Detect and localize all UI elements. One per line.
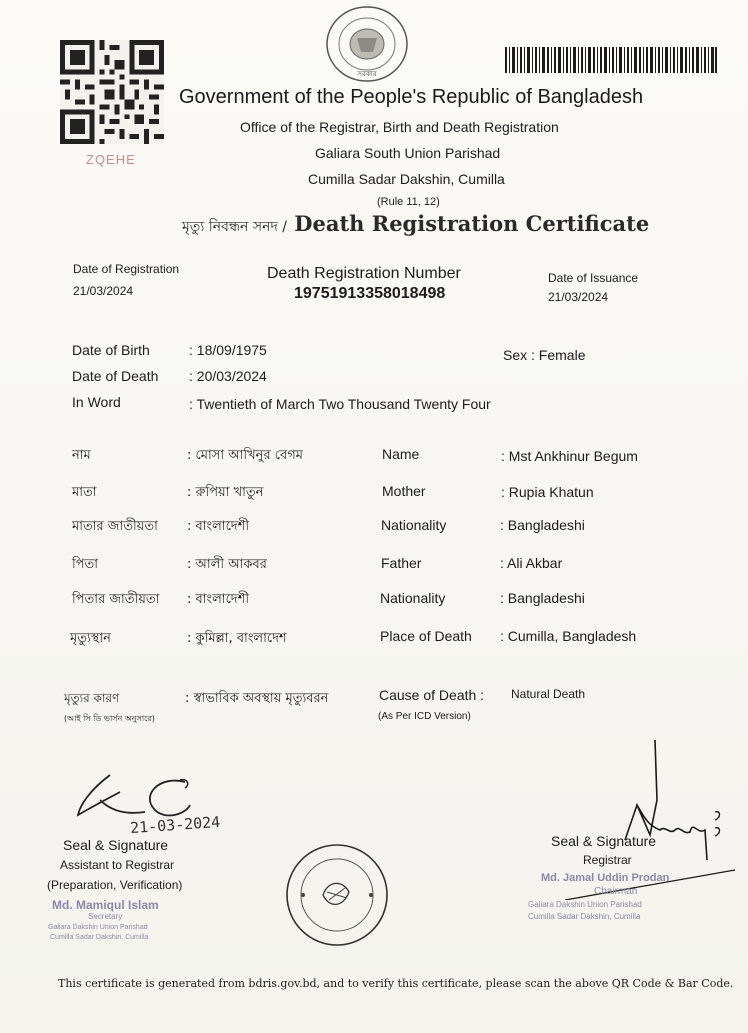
date-of-registration-label: Date of Registration: [73, 262, 180, 276]
name-en-value: : Mst Ankhinur Begum: [501, 448, 638, 464]
dod-label: Date of Death: [72, 368, 159, 384]
svg-text:সরকার: সরকার: [357, 70, 377, 78]
sex-value: Sex : Female: [503, 347, 586, 363]
registrar-stamp-name: Md. Jamal Uddin Prodan: [541, 872, 670, 884]
father-nationality-bn-value: : বাংলাদেশী: [187, 592, 250, 607]
rule-text: (Rule 11, 12): [377, 196, 440, 208]
date-of-issuance-label: Date of Issuance: [548, 271, 639, 285]
place-of-death-bn-label: মৃত্যুস্থান: [70, 631, 111, 646]
mother-nationality-bn-label: মাতার জাতীয়তা: [72, 519, 158, 534]
footer-note: This certificate is generated from bdris.gov.bd, and to verify this certificate, please scan the above QR Code & Bar Code.: [58, 977, 734, 990]
union-name: Galiara South Union Parishad: [315, 145, 501, 161]
mother-nationality-en-value: : Bangladeshi: [500, 517, 585, 533]
date-of-registration-value: 21/03/2024: [73, 284, 134, 298]
qr-code-label: ZQEHE: [86, 152, 136, 167]
registrar-role: Registrar: [583, 853, 632, 867]
government-seal-icon: [323, 4, 411, 84]
name-bn-value: : মোসা আখিনুর বেগম: [187, 448, 303, 463]
mother-nationality-en-label: Nationality: [381, 517, 447, 533]
cause-bn-value: : স্বাভাবিক অবস্থায় মৃত্যুবরন: [185, 691, 329, 706]
father-nationality-bn-label: পিতার জাতীয়তা: [72, 592, 160, 607]
registration-number-label: Death Registration Number: [267, 265, 461, 282]
mother-en-value: : Rupia Khatun: [501, 484, 594, 500]
mother-bn-value: : রুপিয়া খাতুন: [187, 485, 264, 500]
date-of-issuance-value: 21/03/2024: [548, 290, 609, 304]
place-of-death-en-label: Place of Death: [380, 628, 472, 644]
place-of-death-bn-value: : কুমিল্লা, বাংলাদেশ: [187, 631, 287, 646]
cause-en-sub: (As Per ICD Version): [378, 711, 471, 722]
cause-bn-sub: (আই সি ডি ভার্সন অনুসারে): [64, 714, 155, 723]
assistant-stamp-position: Secretary: [88, 912, 123, 921]
father-en-value: : Ali Akbar: [500, 555, 563, 571]
certificate-title: [182, 211, 649, 239]
inword-label: In Word: [72, 394, 121, 410]
dob-value: : 18/09/1975: [189, 342, 267, 358]
qr-code-icon[interactable]: [60, 38, 164, 146]
certificate-title-bn: মৃত্যু নিবন্ধন সনদ /: [182, 219, 287, 235]
inword-value: : Twentieth of March Two Thousand Twenty Four: [189, 396, 491, 412]
assistant-stamp-org2: Cumilla Sadar Dakshin, Cumilla: [50, 934, 149, 941]
father-nationality-en-label: Nationality: [380, 590, 446, 606]
assistant-stamp-org: Galiara Dakshin Union Parishad: [48, 924, 148, 931]
certificate-title-en: Death Registration Certificate: [294, 211, 650, 236]
registrar-stamp-org: Galiara Dakshin Union Parishad: [528, 900, 642, 909]
father-nationality-en-value: : Bangladeshi: [500, 590, 585, 606]
assistant-role-detail: (Preparation, Verification): [47, 878, 183, 892]
mother-nationality-bn-value: : বাংলাদেশী: [187, 519, 250, 534]
assistant-seal-title: Seal & Signature: [63, 837, 169, 853]
government-title: Government of the People's Republic of Bangladesh: [179, 86, 644, 108]
registration-number-value: 19751913358018498: [294, 285, 446, 302]
barcode-icon[interactable]: [505, 47, 717, 73]
union-parishad-stamp-icon: [283, 840, 391, 950]
cause-bn-label: মৃত্যুর কারণ: [64, 691, 120, 705]
cause-en-value: Natural Death: [511, 687, 586, 701]
name-en-label: Name: [382, 446, 420, 462]
assistant-stamp-name: Md. Mamiqul Islam: [52, 898, 159, 912]
father-bn-label: পিতা: [72, 557, 99, 572]
cause-en-label: Cause of Death :: [379, 687, 485, 703]
dob-label: Date of Birth: [72, 342, 150, 358]
father-bn-value: : আলী আকবর: [187, 557, 267, 572]
registrar-seal-title: Seal & Signature: [551, 833, 657, 849]
location-name: Cumilla Sadar Dakshin, Cumilla: [308, 171, 505, 187]
office-title: Office of the Registrar, Birth and Death Registration: [240, 119, 559, 135]
assistant-role: Assistant to Registrar: [60, 858, 175, 872]
name-bn-label: নাম: [72, 448, 91, 463]
registrar-stamp-position: Chairman: [594, 886, 638, 897]
dod-value: : 20/03/2024: [189, 368, 267, 384]
registrar-stamp-org2: Cumilla Sadar Dakshin, Cumilla: [528, 912, 641, 921]
mother-en-label: Mother: [382, 483, 426, 499]
mother-bn-label: মাতা: [72, 485, 97, 500]
father-en-label: Father: [381, 555, 422, 571]
place-of-death-en-value: : Cumilla, Bangladesh: [500, 628, 637, 644]
assistant-signature-date: 21-03-2024: [129, 812, 221, 838]
